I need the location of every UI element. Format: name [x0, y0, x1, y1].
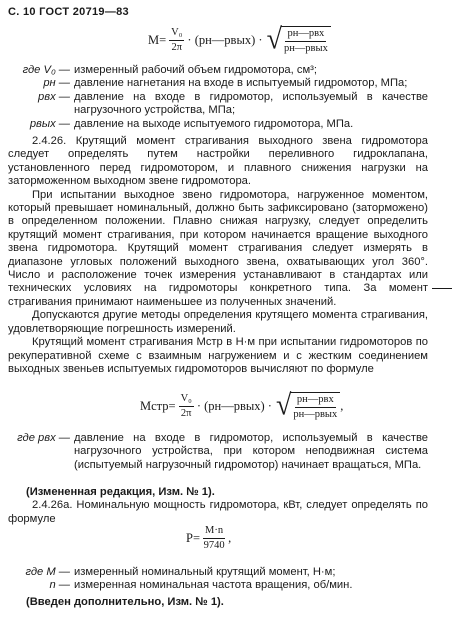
definitions-list-3 — [8, 566, 428, 593]
definitions-list-1 — [8, 64, 428, 131]
formula-breakaway-torque: Mстр= $\frac{\text{V₀}}{2\pi}$ · (pн—pвых) · √ $\frac{\text{pн—pвх}}{\text{pн—pвых}}$ , — [140, 389, 344, 422]
definitions-list-2 — [8, 432, 428, 472]
paragraph-other-methods: Допускаются другие методы определения крутящего момента страгивания, удовлетворяющие погрешность измерений. — [8, 309, 428, 335]
amendment-note-1: (Измененная редакция, Изм. № 1). — [26, 486, 215, 498]
formula-power: P= $\frac{M\cdot n}{9740}$ , — [186, 525, 232, 551]
formula-fraction: $\frac{\text{V₀}}{2\pi}$ — [180, 393, 192, 419]
formula-fraction: $\frac{M\cdot n}{9740}$ — [203, 525, 225, 551]
paragraph-testing: При испытании выходное звено гидромотора, нагруженное моментом, который превышает номинальный, должно быть зафиксировано (заторможено) в определенном положении. Плавно снижая нагрузку, следует определить крутящий момент страгивания, при котором начинается вращение выходного звена гидромотора. Крутящий момент страгивания следует измерять в диапазоне угловых положений выходного звена, охватывающих угол 360°. Число и расположение точек измерения устанавливают в стандартах или технических условиях на гидромоторы конкретного типа. За момент страгивания принимают наименьшее из полученных значений. — [8, 188, 428, 308]
definition-item: где M — измеренный номинальный крутящий момент, Н·м; — [25, 566, 336, 578]
paragraph-2-4-26: 2.4.26. Крутящий момент страгивания выходного звена гидромотора следует определять путем настройки переливного гидроклапана, установленного перед гидромотором, и плавного снижения нагрузки на заторможенном выходном звене гидромотора. — [8, 135, 428, 188]
definition-item: где pвх — давление на входе в гидромотор, используемый в качестве нагрузочного устройства, при котором неподвижная система (испытуемый нагрузочный гидромотор) начинает вращаться, МПа. — [17, 432, 428, 471]
definition-item: где V₀ — измеренный рабочий объем гидромотора, см³; — [22, 64, 317, 76]
formula-sqrt: √ $\frac{\text{pн—pвх}}{\text{pн—pвых}}$ — [276, 392, 340, 421]
page-header: С. 10 ГОСТ 20719—83 — [8, 6, 129, 18]
definition-item: pвх — давление на входе в гидромотор, используемый в качестве нагрузочного устройства, МПа; — [38, 90, 428, 117]
amendment-note-2: (Введен дополнительно, Изм. № 1). — [26, 596, 224, 608]
body-text — [8, 135, 428, 376]
definition-item: pвых — давление на выходе испытуемого гидромотора, МПа. — [29, 117, 354, 130]
amendment-block — [8, 486, 428, 526]
definition-item: pн — давление нагнетания на входе в испытуемый гидромотор, МПа; — [43, 77, 408, 90]
formula-middle: · (pн—pвых) · — [196, 398, 272, 413]
margin-mark — [432, 288, 452, 289]
definition-item: n — измеренная номинальная частота вращения, об/мин. — [49, 579, 353, 592]
paragraph-recuperative: Крутящий момент страгивания Mстр в Н·м при испытании гидромоторов по рекуперативной схеме с взаимным нагружением и с жестким соединением выходных звеньев испытуемых гидромоторов вычисляют по формуле — [8, 336, 428, 375]
formula-lhs: M= — [148, 32, 167, 47]
formula-lhs: P= — [186, 530, 201, 545]
paragraph-2-4-26a: 2.4.26а. Номинальную мощность гидромотора, кВт, следует определять по формуле — [8, 499, 428, 525]
sqrt-icon: √ — [275, 389, 292, 422]
formula-lhs: Mстр= — [140, 398, 176, 413]
formula-fraction: $\frac{\text{V₀}}{2\pi}$ — [171, 27, 183, 53]
addition-block — [8, 596, 428, 609]
formula-sqrt: √ $\frac{\text{pн—pвх}}{\text{pн—pвых}}$ — [267, 26, 331, 55]
formula-torque — [148, 23, 331, 56]
sqrt-icon: √ — [266, 23, 282, 56]
formula-middle: · (pн—pвых) · — [187, 32, 263, 47]
